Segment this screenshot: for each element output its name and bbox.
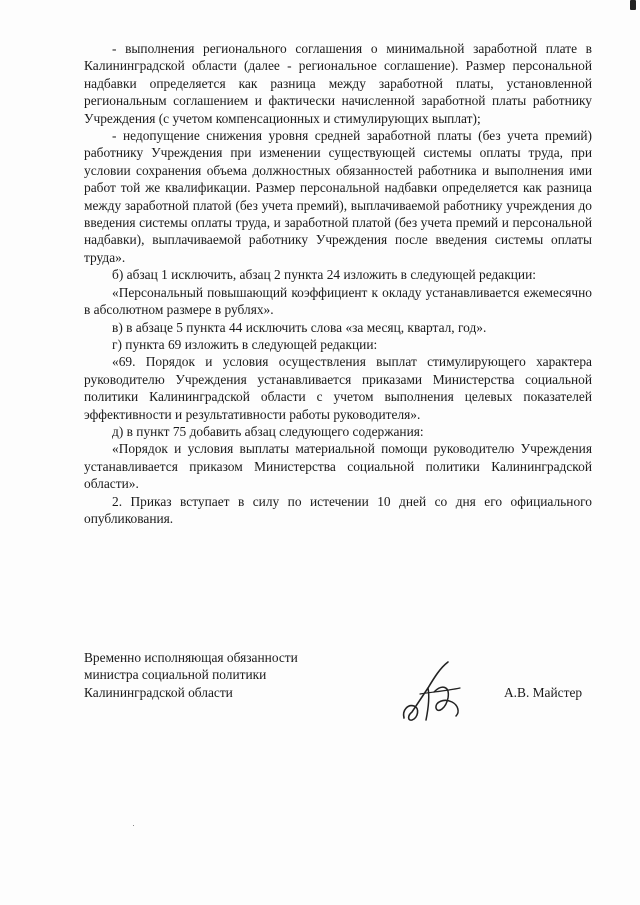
document-body [84, 40, 592, 527]
paragraph-salary-preservation: - недопущение снижения уровня средней заработной платы (без учета премий) работнику Учреждения при изменении существующей системы оплаты труда, при условии сохранения объема должностных обязанностей работника и выполнения ими работ той же квалификации. Размер персональной надбавки определяется как разница между заработной платой (без учета премий), выплачиваемой работнику учреждения до введения системы оплаты труда, и заработной платой (без учета премий и персональной надбавки), выплачиваемой работнику Учреждения после введения системы оплаты труда». [84, 128, 592, 265]
signatory-position-line: министра социальной политики [84, 667, 267, 683]
handwritten-signature [398, 658, 468, 726]
signatory-position-line: Временно исполняющая обязанности [84, 650, 298, 665]
paragraph-regional-agreement: - выполнения регионального соглашения о минимальной заработной плате в Калининградской области (далее - региональное соглашение). Размер персональной надбавки определяется как разница между заработной платы, установленной региональным соглашением и фактически начисленной заработной платы работнику Учреждения (с учетом компенсационных и стимулирующих выплат); [84, 41, 592, 126]
paragraph-point-69-quote: «69. Порядок и условия осуществления выплат стимулирующего характера руководителю Учреждения устанавливается приказами Министерства социальной политики Калининградской области с учетом выполнения целевых показателей эффективности и результативности работы руководителя». [84, 354, 592, 422]
signatory-position-line: Калининградской области [84, 684, 233, 700]
signatory-name: А.В. Майстер [504, 685, 583, 700]
paragraph-order-effective: 2. Приказ вступает в силу по истечении 10 дней со дня его официального опубликования. [84, 493, 592, 526]
paragraph-item-b: б) абзац 1 исключить, абзац 2 пункта 24 изложить в следующей редакции: [112, 267, 536, 283]
paragraph-material-aid-quote: «Порядок и условия выплаты материальной помощи руководителю Учреждения устанавливается приказом Министерства социальной политики Калининградской области». [84, 441, 592, 492]
paragraph-coefficient-quote: «Персональный повышающий коэффициент к окладу устанавливается ежемесячно в абсолютном размере в рублях». [84, 284, 592, 318]
scan-speck [133, 825, 134, 826]
paragraph-item-v: в) в абзаце 5 пункта 44 исключить слова «за месяц, квартал, год». [112, 319, 487, 335]
paragraph-item-d: д) в пункт 75 добавить абзац следующего содержания: [112, 423, 424, 439]
signatory-position [84, 649, 344, 701]
scan-corner-mark [630, 0, 636, 10]
paragraph-item-g: г) пункта 69 изложить в следующей редакции: [112, 336, 378, 352]
